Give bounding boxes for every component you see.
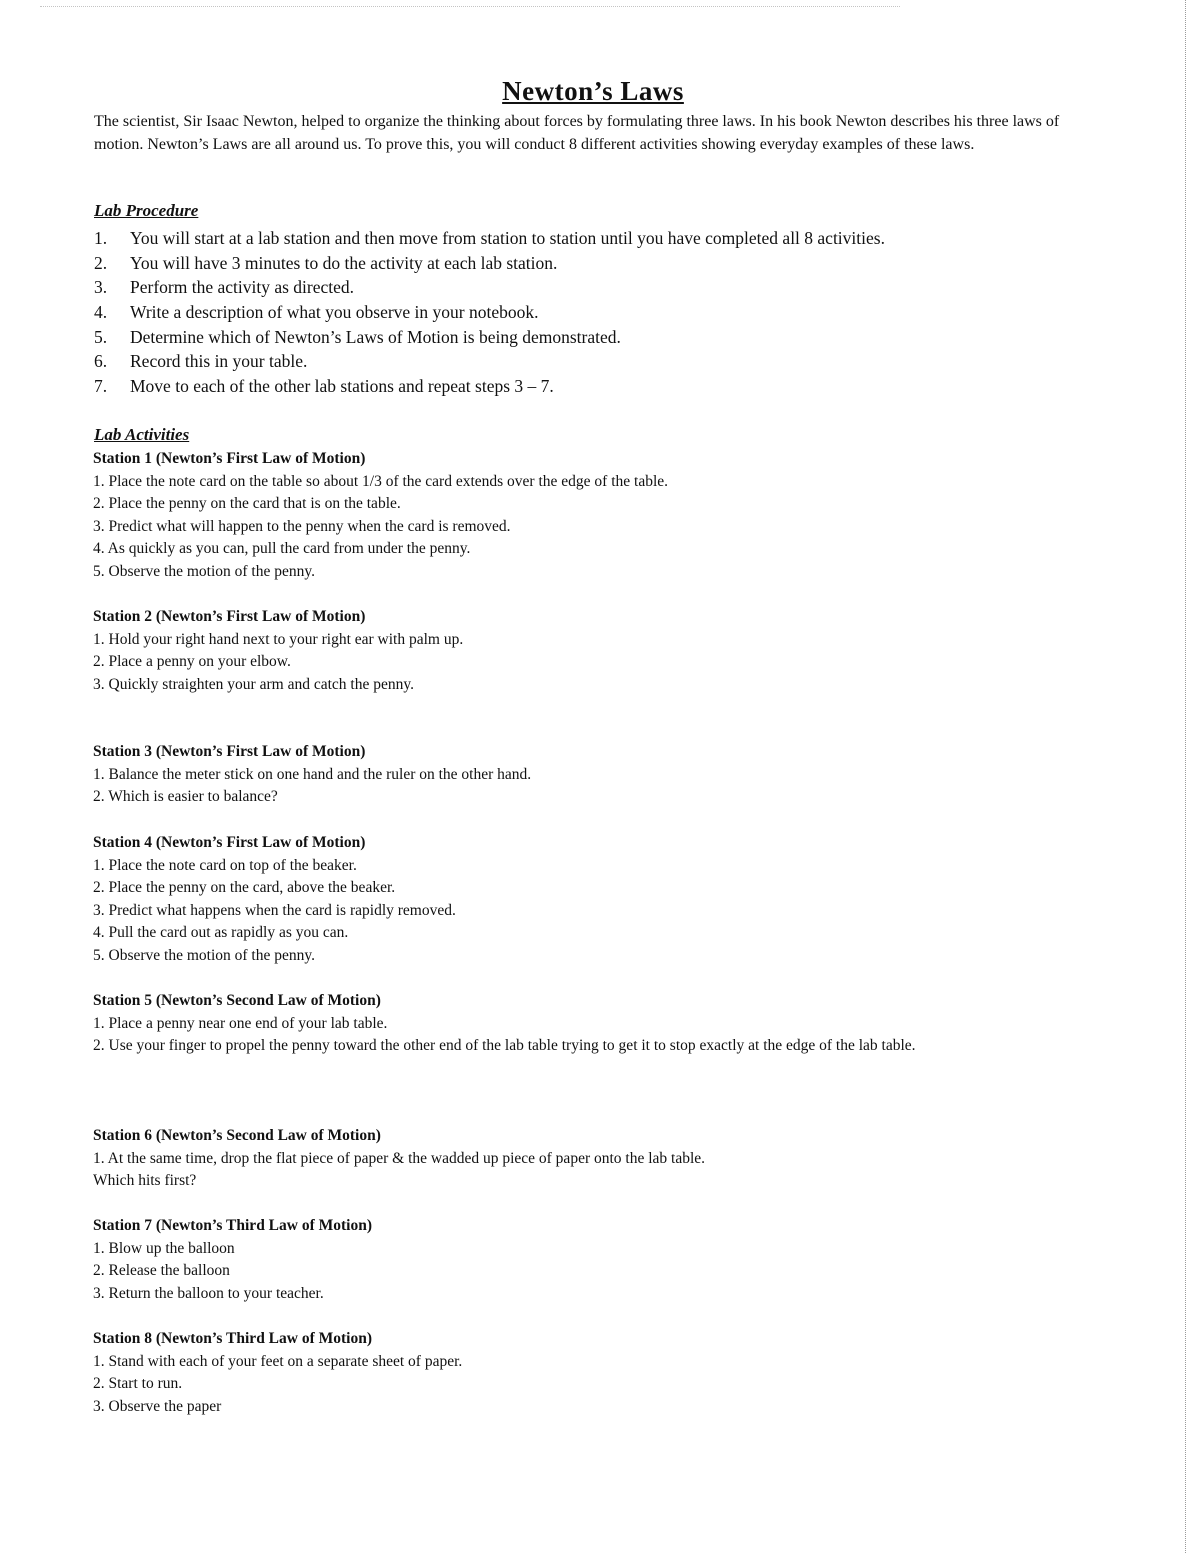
lab-activities-heading: Lab Activities bbox=[94, 425, 190, 444]
station-step: 2. Place the penny on the card that is on the table. bbox=[93, 495, 401, 512]
procedure-step bbox=[94, 251, 1084, 276]
station-6 bbox=[93, 1125, 1088, 1193]
procedure-step-number: 7. bbox=[94, 376, 108, 397]
document-title: Newton’s Laws bbox=[502, 76, 684, 106]
procedure-step bbox=[94, 374, 1084, 399]
station-title: Station 6 (Newton’s Second Law of Motion) bbox=[93, 1127, 381, 1144]
station-title: Station 1 (Newton’s First Law of Motion) bbox=[93, 450, 366, 467]
station-step: 2. Release the balloon bbox=[93, 1262, 230, 1279]
station-step: 3. Quickly straighten your arm and catch the penny. bbox=[93, 675, 414, 693]
station-title: Station 2 (Newton’s First Law of Motion) bbox=[93, 608, 366, 625]
station-step: 1. Place a penny near one end of your lab table. bbox=[93, 1014, 388, 1032]
station-step: 1. At the same time, drop the flat piece of paper & the wadded up piece of paper onto the lab table. bbox=[93, 1149, 706, 1167]
lab-procedure-heading: Lab Procedure bbox=[94, 201, 199, 220]
procedure-step bbox=[94, 226, 1084, 251]
station-step: 1. Blow up the balloon bbox=[93, 1239, 235, 1257]
station-title: Station 3 (Newton’s First Law of Motion) bbox=[93, 743, 366, 760]
procedure-step-number: 6. bbox=[94, 351, 108, 372]
station-step: 2. Place the penny on the card, above the beaker. bbox=[93, 879, 396, 896]
station-step: Which hits first? bbox=[93, 1172, 197, 1189]
station-step: 1. Balance the meter stick on one hand and the ruler on the other hand. bbox=[93, 765, 532, 783]
station-step: 2. Use your finger to propel the penny toward the other end of the lab table trying to get it to stop exactly at the edge of the lab table. bbox=[93, 1037, 916, 1054]
procedure-step-text: Perform the activity as directed. bbox=[130, 277, 355, 298]
station-1 bbox=[93, 448, 1088, 583]
station-step: 3. Predict what will happen to the penny when the card is removed. bbox=[93, 517, 511, 535]
station-step: 1. Place the note card on top of the beaker. bbox=[93, 856, 357, 874]
station-step: 1. Hold your right hand next to your right ear with palm up. bbox=[93, 630, 464, 648]
station-3 bbox=[93, 741, 1088, 809]
scan-edge-right bbox=[1185, 0, 1186, 1553]
procedure-list bbox=[94, 226, 1084, 399]
procedure-step-text: Determine which of Newton’s Laws of Motion is being demonstrated. bbox=[130, 326, 621, 347]
station-step: 5. Observe the motion of the penny. bbox=[93, 946, 315, 964]
station-step: 3. Observe the paper bbox=[93, 1397, 222, 1415]
scan-edge-top bbox=[40, 6, 900, 7]
procedure-step-number: 4. bbox=[94, 302, 108, 323]
station-title: Station 8 (Newton’s Third Law of Motion) bbox=[93, 1330, 373, 1347]
station-step: 5. Observe the motion of the penny. bbox=[93, 562, 315, 580]
procedure-step-text: You will start at a lab station and then move from station to station until you have completed all 8 activities. bbox=[130, 228, 885, 248]
procedure-step bbox=[94, 300, 1084, 325]
procedure-step bbox=[94, 349, 1084, 374]
procedure-step-text: You will have 3 minutes to do the activity at each lab station. bbox=[130, 252, 558, 273]
station-step: 4. Pull the card out as rapidly as you can. bbox=[93, 924, 349, 941]
station-4 bbox=[93, 832, 1088, 967]
procedure-step-text: Record this in your table. bbox=[130, 351, 308, 372]
procedure-step bbox=[94, 325, 1084, 350]
station-title: Station 5 (Newton’s Second Law of Motion) bbox=[93, 992, 381, 1009]
station-5 bbox=[93, 990, 1088, 1058]
procedure-step-number: 5. bbox=[94, 326, 108, 347]
station-2 bbox=[93, 606, 1088, 696]
procedure-step-text: Move to each of the other lab stations and repeat steps 3 – 7. bbox=[130, 376, 554, 397]
intro-paragraph: The scientist, Sir Isaac Newton, helped to organize the thinking about forces by formulating three laws. In his book Newton describes his three laws of motion. Newton’s Laws are all around us. To prove this, you will conduct 8 different activities showing everyday examples of these laws. bbox=[94, 113, 1060, 153]
station-8 bbox=[93, 1328, 1088, 1418]
procedure-step-number: 1. bbox=[94, 228, 108, 248]
station-7 bbox=[93, 1215, 1088, 1305]
station-step: 3. Predict what happens when the card is rapidly removed. bbox=[93, 901, 456, 919]
station-step: 2. Start to run. bbox=[93, 1375, 183, 1392]
station-step: 2. Place a penny on your elbow. bbox=[93, 653, 291, 670]
procedure-step-number: 2. bbox=[94, 252, 108, 273]
station-title: Station 7 (Newton’s Third Law of Motion) bbox=[93, 1217, 373, 1234]
station-step: 2. Which is easier to balance? bbox=[93, 788, 278, 805]
station-step: 4. As quickly as you can, pull the card from under the penny. bbox=[93, 540, 471, 557]
procedure-step-number: 3. bbox=[94, 277, 108, 298]
station-step: 1. Place the note card on the table so about 1/3 of the card extends over the edge of the table. bbox=[93, 472, 669, 490]
station-title: Station 4 (Newton’s First Law of Motion) bbox=[93, 834, 366, 851]
procedure-step-text: Write a description of what you observe in your notebook. bbox=[130, 302, 539, 323]
station-step: 3. Return the balloon to your teacher. bbox=[93, 1284, 324, 1302]
procedure-step bbox=[94, 275, 1084, 300]
station-step: 1. Stand with each of your feet on a separate sheet of paper. bbox=[93, 1352, 463, 1370]
